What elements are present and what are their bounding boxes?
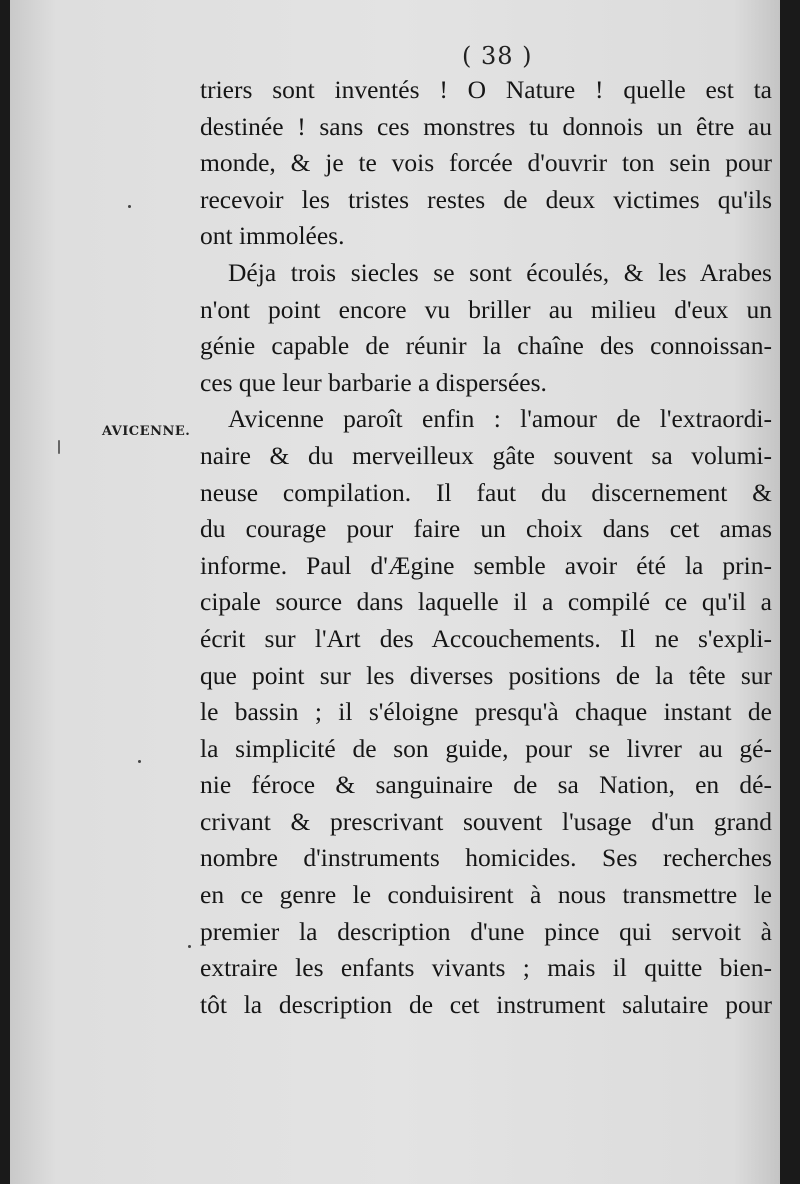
body-text — [200, 72, 772, 1023]
text-line: que point sur les diverses positions de la tête sur — [200, 660, 772, 690]
text-line: le bassin ; il s'éloigne presqu'à chaque instant de — [200, 697, 772, 727]
text-line: n'ont point encore vu briller au milieu d'eux un — [200, 294, 772, 324]
text-line: extraire les enfants vivants ; mais il quitte bien- — [200, 953, 772, 983]
page-number: ( 38 ) — [462, 42, 533, 70]
book-page — [10, 0, 780, 1184]
text-line: Déja trois siecles se sont écoulés, & les Arabes — [228, 257, 772, 287]
text-line: neuse compilation. Il faut du discernement & — [200, 477, 772, 507]
text-line: triers sont inventés ! O Nature ! quelle est ta — [200, 75, 772, 104]
text-line: naire & du merveilleux gâte souvent sa volumi- — [200, 440, 772, 470]
text-line: premier la description d'une pince qui servoit à — [200, 916, 772, 946]
text-line: informe. Paul d'Ægine semble avoir été la prin- — [200, 550, 772, 580]
text-line: monde, & je te vois forcée d'ouvrir ton sein pour — [200, 148, 772, 178]
text-line: recevoir les tristes restes de deux victimes qu'ils — [200, 184, 772, 214]
text-line: écrit sur l'Art des Accouchements. Il ne s'expli- — [200, 623, 772, 653]
text-line: en ce genre le conduisirent à nous transmettre le — [200, 880, 772, 910]
text-line: du courage pour faire un choix dans cet amas — [200, 514, 772, 544]
text-line: cipale source dans laquelle il a compilé ce qu'il a — [200, 587, 772, 617]
text-line: ces que leur barbarie a dispersées. — [200, 367, 547, 397]
margin-note-avicenne: AVICENNE. — [102, 424, 191, 439]
text-line: Avicenne paroît enfin : l'amour de l'extraordi- — [228, 404, 772, 434]
text-line: tôt la description de cet instrument salutaire pour — [200, 989, 772, 1019]
text-line: nie féroce & sanguinaire de sa Nation, en dé- — [200, 770, 772, 800]
paper-speck — [188, 945, 191, 948]
text-line: destinée ! sans ces monstres tu donnois un être au — [200, 111, 772, 141]
text-line: la simplicité de son guide, pour se livrer au gé- — [200, 733, 772, 763]
paper-speck — [128, 205, 131, 208]
text-line: ont immolées. — [200, 221, 345, 251]
paper-speck — [58, 440, 60, 454]
text-line: crivant & prescrivant souvent l'usage d'un grand — [200, 806, 772, 836]
text-line: génie capable de réunir la chaîne des connoissan- — [200, 331, 772, 361]
paper-speck — [138, 760, 141, 763]
text-line: nombre d'instruments homicides. Ses recherches — [200, 843, 772, 873]
